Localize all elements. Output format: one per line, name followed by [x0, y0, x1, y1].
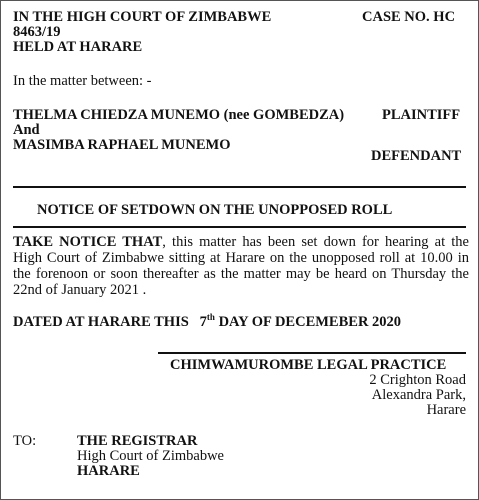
practice-name: CHIMWAMUROMBE LEGAL PRACTICE	[170, 357, 447, 373]
dated-line	[13, 314, 401, 330]
dated-day-suffix: th	[206, 312, 215, 323]
practice-address1: 2 Crighton Road	[369, 372, 466, 388]
plaintiff-role: PLAINTIFF	[382, 107, 461, 123]
dated-prefix: DATED AT HARARE THIS	[13, 314, 189, 330]
plaintiff-name: THELMA CHIEDZA MUNEMO (nee GOMBEDZA)	[13, 107, 345, 123]
case-number: 8463/19	[13, 24, 61, 40]
dated-day: 7	[199, 314, 207, 330]
court-name: IN THE HIGH COURT OF ZIMBABWE	[13, 9, 272, 25]
to-line3: HARARE	[77, 463, 140, 479]
middle-rule	[13, 226, 466, 228]
notice-paragraph	[13, 234, 469, 298]
matter-intro: In the matter between: -	[13, 73, 152, 89]
practice-address2: Alexandra Park,	[371, 387, 466, 403]
notice-lead: TAKE NOTICE THAT	[13, 234, 163, 250]
defendant-name: MASIMBA RAPHAEL MUNEMO	[13, 137, 231, 153]
top-rule	[13, 186, 466, 188]
signature-rule	[158, 352, 466, 354]
defendant-role: DEFENDANT	[371, 148, 462, 164]
notice-body: , this matter has been set down for hearing at the High Court of Zimbabwe sitting at Harare on the unopposed roll at 10.00 in the forenoon or soon thereafter as the matter may be heard on Thursday the 22nd of January 2021 .	[13, 234, 469, 298]
notice-title: NOTICE OF SETDOWN ON THE UNOPPOSED ROLL	[37, 202, 393, 218]
case-no-label: CASE NO. HC	[362, 9, 456, 25]
conjunction: And	[13, 122, 40, 138]
practice-city: Harare	[426, 402, 466, 418]
to-line2: High Court of Zimbabwe	[77, 448, 224, 464]
to-label: TO:	[13, 433, 37, 449]
held-at: HELD AT HARARE	[13, 39, 143, 55]
to-recipient: THE REGISTRAR	[77, 433, 198, 449]
dated-rest: DAY OF DECEMEBER 2020	[214, 314, 402, 330]
